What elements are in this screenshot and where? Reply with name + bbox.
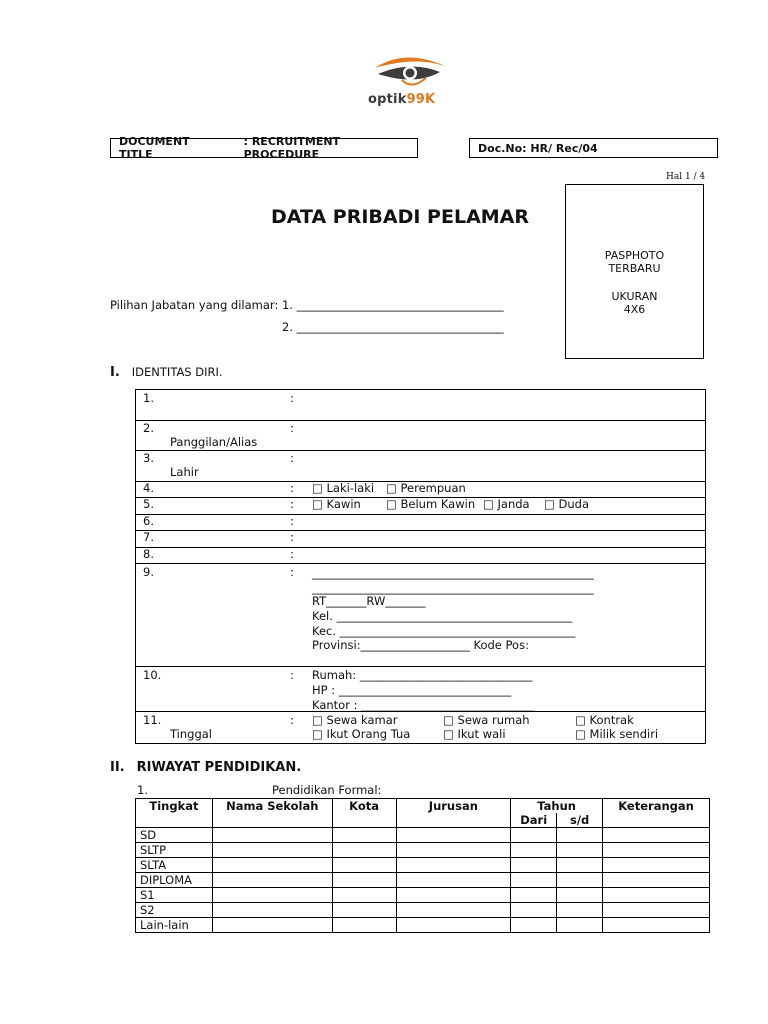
document-title-box bbox=[110, 135, 418, 161]
row-2-number: 2. bbox=[143, 421, 154, 435]
row-7-colon: : bbox=[290, 530, 294, 544]
phone-home[interactable]: Rumah: ______________________________ bbox=[312, 668, 533, 682]
widow-checkbox[interactable]: □ Janda bbox=[483, 497, 530, 511]
row-1-number: 1. bbox=[143, 391, 154, 405]
table-row bbox=[136, 858, 710, 873]
doc-title-value: : RECRUITMENT PROCEDURE bbox=[243, 135, 341, 161]
table-row bbox=[136, 918, 710, 933]
address-line-2[interactable]: _________________________________________________ bbox=[312, 581, 594, 595]
subsection-title: Pendidikan Formal: bbox=[272, 783, 382, 797]
level-cell: DIPLOMA bbox=[136, 873, 213, 888]
section-1-heading bbox=[110, 365, 223, 380]
address-rt-rw[interactable]: RT_______RW_______ bbox=[312, 594, 426, 608]
address-kel[interactable]: Kel. _________________________________________ bbox=[312, 609, 573, 623]
row-4-colon: : bbox=[290, 481, 294, 495]
doc-number-box bbox=[469, 138, 718, 158]
single-checkbox[interactable]: □ Belum Kawin bbox=[386, 497, 476, 511]
row-3-colon: : bbox=[290, 451, 294, 465]
row-10-number: 10. bbox=[143, 668, 162, 682]
gender-female-checkbox[interactable]: □ Perempuan bbox=[386, 481, 466, 495]
header-tahun: Tahun bbox=[511, 799, 603, 814]
phone-hp[interactable]: HP : ______________________________ bbox=[312, 683, 512, 697]
row-2-colon: : bbox=[290, 421, 294, 435]
header-nama-sekolah: Nama Sekolah bbox=[212, 799, 332, 828]
level-cell: S1 bbox=[136, 888, 213, 903]
own-house-checkbox[interactable]: □ Milik sendiri bbox=[575, 727, 659, 741]
photo-line2: TERBARU bbox=[608, 262, 661, 275]
row-11-label: Tinggal bbox=[170, 727, 212, 741]
contract-checkbox[interactable]: □ Kontrak bbox=[575, 713, 634, 727]
row-11-colon: : bbox=[290, 713, 294, 727]
row-5-colon: : bbox=[290, 497, 294, 511]
form-title: DATA PRIBADI PELAMAR bbox=[270, 206, 530, 228]
level-cell: SD bbox=[136, 828, 213, 843]
row-3-label: Lahir bbox=[170, 465, 199, 479]
level-cell: SLTA bbox=[136, 858, 213, 873]
row-8-colon: : bbox=[290, 547, 294, 561]
parents-checkbox[interactable]: □ Ikut Orang Tua bbox=[312, 727, 411, 741]
section-2-title: RIWAYAT PENDIDIKAN. bbox=[136, 760, 302, 775]
header-jurusan: Jurusan bbox=[396, 799, 511, 828]
address-line-1[interactable]: _________________________________________________ bbox=[312, 566, 594, 580]
table-row bbox=[136, 903, 710, 918]
row-3-number: 3. bbox=[143, 451, 154, 465]
photo-line1: PASPHOTO bbox=[604, 249, 665, 262]
logo-text: optik99K bbox=[368, 92, 436, 107]
rent-room-checkbox[interactable]: □ Sewa kamar bbox=[312, 713, 398, 727]
section-1-title: IDENTITAS DIRI. bbox=[131, 365, 223, 379]
address-kec[interactable]: Kec. _________________________________________ bbox=[312, 624, 576, 638]
header-kota: Kota bbox=[332, 799, 396, 828]
row-2-label: Panggilan/Alias bbox=[170, 435, 258, 449]
subsection-number: 1. bbox=[137, 783, 148, 797]
rent-house-checkbox[interactable]: □ Sewa rumah bbox=[443, 713, 530, 727]
doc-title-label: DOCUMENT TITLE bbox=[119, 135, 190, 161]
married-checkbox[interactable]: □ Kawin bbox=[312, 497, 361, 511]
row-9-colon: : bbox=[290, 565, 294, 579]
company-logo bbox=[360, 50, 470, 115]
header-keterangan: Keterangan bbox=[603, 799, 710, 828]
gender-male-checkbox[interactable]: □ Laki-laki bbox=[312, 481, 375, 495]
header-dari: Dari bbox=[511, 813, 557, 828]
photo-line4: 4X6 bbox=[623, 303, 646, 316]
table-row bbox=[136, 873, 710, 888]
photo-line3: UKURAN bbox=[611, 290, 658, 303]
row-11-number: 11. bbox=[143, 713, 162, 727]
table-row bbox=[136, 843, 710, 858]
level-cell: S2 bbox=[136, 903, 213, 918]
section-2-number: II. bbox=[110, 760, 125, 775]
position-choice-2[interactable]: 2. ____________________________________ bbox=[282, 320, 504, 334]
position-choice-1[interactable]: Pilihan Jabatan yang dilamar: 1. ____________________________________ bbox=[110, 298, 504, 312]
education-table bbox=[135, 798, 710, 933]
level-cell: Lain-lain bbox=[136, 918, 213, 933]
table-row bbox=[136, 828, 710, 843]
row-6-colon: : bbox=[290, 514, 294, 528]
section-1-number: I. bbox=[110, 365, 120, 380]
photo-box[interactable] bbox=[565, 184, 704, 359]
guardian-checkbox[interactable]: □ Ikut wali bbox=[443, 727, 506, 741]
page-number: Hal 1 / 4 bbox=[666, 172, 706, 182]
phone-office[interactable]: Kantor : ______________________________ bbox=[312, 698, 534, 712]
address-provinsi[interactable]: Provinsi:___________________ Kode Pos: bbox=[312, 638, 529, 652]
row-10-colon: : bbox=[290, 668, 294, 682]
level-cell: SLTP bbox=[136, 843, 213, 858]
eye-logo-icon bbox=[360, 50, 470, 95]
row-7-number: 7. bbox=[143, 530, 154, 544]
doc-number: Doc.No: HR/ Rec/04 bbox=[478, 141, 598, 155]
row-1-colon: : bbox=[290, 391, 294, 405]
header-sd: s/d bbox=[557, 813, 603, 828]
row-6-number: 6. bbox=[143, 514, 154, 528]
section-2-heading bbox=[110, 760, 301, 775]
row-4-number: 4. bbox=[143, 481, 154, 495]
row-8-number: 8. bbox=[143, 547, 154, 561]
row-9-number: 9. bbox=[143, 565, 154, 579]
identity-form bbox=[135, 389, 706, 744]
table-row bbox=[136, 888, 710, 903]
row-5-number: 5. bbox=[143, 497, 154, 511]
widower-checkbox[interactable]: □ Duda bbox=[544, 497, 590, 511]
header-tingkat: Tingkat bbox=[136, 799, 213, 828]
